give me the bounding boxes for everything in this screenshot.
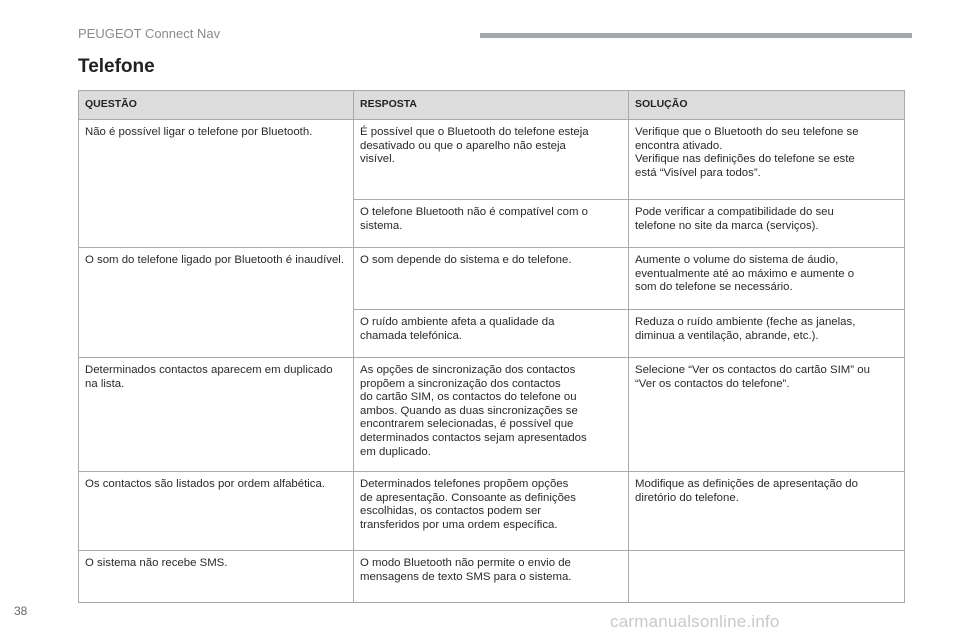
table-row — [79, 120, 905, 200]
table-row — [79, 358, 905, 472]
answer-cell — [354, 120, 629, 200]
solution-line: eventualmente até ao máximo e aumente o — [635, 267, 855, 280]
answer-line: determinados contactos sejam apresentados — [360, 431, 587, 444]
question-cell: Os contactos são listados por ordem alfabética. — [79, 472, 354, 551]
solution-line: está “Visível para todos”. — [635, 166, 761, 179]
solution-line: diminua a ventilação, abrande, etc.). — [635, 329, 819, 342]
answer-cell — [354, 310, 629, 358]
answer-line: O som depende do sistema e do telefone. — [360, 254, 572, 266]
watermark: carmanualsonline.info — [610, 612, 780, 631]
answer-cell — [354, 472, 629, 551]
question-cell: Não é possível ligar o telefone por Bluetooth. — [79, 120, 354, 248]
answer-line: ambos. Quando as duas sincronizações se — [360, 404, 578, 417]
answer-line: desativado ou que o aparelho não esteja — [360, 139, 566, 152]
answer-line: O telefone Bluetooth não é compatível com o — [360, 206, 588, 218]
solution-cell — [629, 200, 905, 248]
answer-line: visível. — [360, 153, 395, 166]
solution-cell — [629, 120, 905, 200]
answer-line: chamada telefónica. — [360, 329, 462, 342]
header-divider-bar — [480, 33, 912, 38]
answer-line: As opções de sincronização dos contactos — [360, 364, 576, 376]
header-title: PEUGEOT Connect Nav — [78, 26, 221, 41]
answer-line: Determinados telefones propõem opções — [360, 478, 569, 490]
answer-line: de apresentação. Consoante as definições — [360, 491, 576, 504]
answer-line: mensagens de texto SMS para o sistema. — [360, 570, 572, 583]
answer-line: escolhidas, os contactos podem ser — [360, 505, 542, 518]
table-body — [79, 120, 905, 603]
solution-line: Modifique as definições de apresentação do — [635, 478, 858, 490]
solution-cell — [629, 248, 905, 310]
answer-cell — [354, 200, 629, 248]
answer-line: transferidos por uma ordem específica. — [360, 518, 558, 531]
question-cell: Determinados contactos aparecem em duplicado na lista. — [79, 358, 354, 472]
answer-line: O ruído ambiente afeta a qualidade da — [360, 316, 555, 328]
answer-line: propõem a sincronização dos contactos — [360, 377, 561, 390]
solution-cell — [629, 310, 905, 358]
column-header-solution: SOLUÇÃO — [629, 91, 905, 120]
solution-line: “Ver os contactos do telefone”. — [635, 377, 790, 390]
solution-cell — [629, 551, 905, 603]
question-cell: O som do telefone ligado por Bluetooth é inaudível. — [79, 248, 354, 358]
table-row — [79, 248, 905, 310]
table-row — [79, 472, 905, 551]
answer-line: encontrarem selecionadas, é possível que — [360, 418, 574, 431]
answer-cell — [354, 551, 629, 603]
answer-line: do cartão SIM, os contactos do telefone ou — [360, 391, 577, 404]
solution-cell — [629, 472, 905, 551]
page-number: 38 — [14, 604, 28, 618]
solution-line: telefone no site da marca (serviços). — [635, 219, 819, 232]
solution-line: Verifique que o Bluetooth do seu telefone se — [635, 126, 859, 138]
page-title: Telefone — [78, 56, 155, 77]
solution-line: Verifique nas definições do telefone se este — [635, 153, 855, 166]
solution-line: diretório do telefone. — [635, 491, 739, 504]
answer-cell — [354, 358, 629, 472]
solution-line: som do telefone se necessário. — [635, 281, 793, 294]
solution-line: Reduza o ruído ambiente (feche as janelas, — [635, 316, 856, 328]
table-header-row — [79, 91, 905, 120]
answer-line: O modo Bluetooth não permite o envio de — [360, 557, 571, 569]
answer-line: sistema. — [360, 219, 403, 232]
solution-line: encontra ativado. — [635, 139, 723, 152]
answer-line: em duplicado. — [360, 445, 431, 458]
column-header-answer: RESPOSTA — [354, 91, 629, 120]
solution-cell — [629, 358, 905, 472]
troubleshooting-table — [78, 90, 905, 603]
solution-line: Pode verificar a compatibilidade do seu — [635, 206, 834, 218]
answer-cell — [354, 248, 629, 310]
answer-line: É possível que o Bluetooth do telefone esteja — [360, 126, 589, 138]
solution-line: Aumente o volume do sistema de áudio, — [635, 254, 839, 266]
table-row — [79, 551, 905, 603]
column-header-question: QUESTÃO — [79, 91, 354, 120]
question-cell: O sistema não recebe SMS. — [79, 551, 354, 603]
solution-line: Selecione “Ver os contactos do cartão SIM” ou — [635, 364, 870, 376]
